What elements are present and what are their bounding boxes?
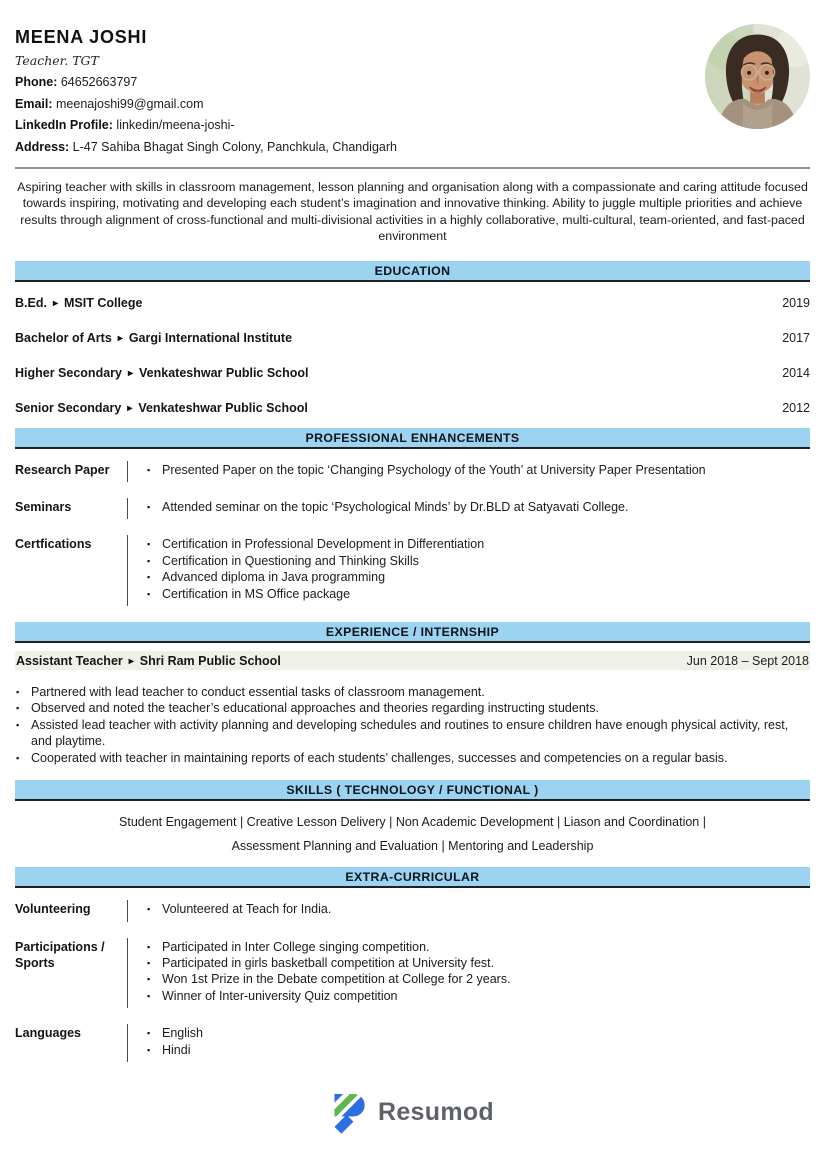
school: Venkateshwar Public School bbox=[139, 365, 309, 380]
row-items bbox=[127, 461, 810, 482]
phone-label: Phone: bbox=[15, 75, 58, 89]
bullet-item: ▪ Won 1st Prize in the Debate competition at College for 2 years. bbox=[146, 971, 810, 987]
phone-line bbox=[15, 72, 810, 94]
company: Shri Ram Public School bbox=[139, 653, 281, 668]
address-value: L-47 Sahiba Bhagat Singh Colony, Panchkula, Chandigarh bbox=[72, 139, 397, 154]
education-year: 2019 bbox=[782, 295, 810, 310]
resumod-logo-icon bbox=[331, 1092, 369, 1134]
bullet-item: ▪ Advanced diploma in Java programming bbox=[146, 569, 810, 585]
bullet-item: ▪ Cooperated with teacher in maintaining reports of each students’ challenges, successes and competencies on a regular basis. bbox=[15, 750, 810, 766]
skills-line: Assessment Planning and Evaluation | Mentoring and Leadership bbox=[231, 839, 594, 854]
professional-rows bbox=[15, 461, 810, 606]
summary-paragraph: Aspiring teacher with skills in classroom management, lesson planning and organisation along with a compassionate and caring attitude focused towards inspiring, motivating and developing each student’s imagination and innovative thinking. Ability to juggle multiple priorities and achieve results through alignment of cross-functional and multi-divisional activities in a highly collaborative, multi-cultural, team-oriented, and fast-paced environment bbox=[17, 180, 808, 244]
extracurricular-row bbox=[15, 938, 810, 1009]
email-label: Email: bbox=[15, 96, 53, 111]
professional-row bbox=[15, 535, 810, 606]
row-items bbox=[127, 1024, 810, 1062]
row-label: Participations / Sports bbox=[15, 939, 105, 970]
bullet-item: ▪ Certification in Questioning and Thinking Skills bbox=[146, 553, 810, 569]
degree: B.Ed. bbox=[15, 295, 47, 310]
email-value: meenajoshi99@gmail.com bbox=[56, 96, 204, 111]
experience-dates: Jun 2018 – Sept 2018 bbox=[686, 653, 809, 668]
linkedin-label: LinkedIn Profile: bbox=[15, 118, 113, 132]
section-header-education: EDUCATION bbox=[15, 261, 810, 282]
candidate-job-title: Teacher. TGT bbox=[15, 53, 99, 68]
role: Assistant Teacher bbox=[16, 653, 123, 668]
row-label: Certfications bbox=[15, 537, 92, 552]
education-year: 2014 bbox=[782, 365, 810, 380]
school: MSIT College bbox=[63, 295, 143, 310]
extracurricular-row bbox=[15, 900, 810, 921]
education-row bbox=[15, 295, 810, 313]
row-items bbox=[127, 900, 810, 921]
bullet-item: ▪ Observed and noted the teacher’s educational approaches and theories regarding instructing students. bbox=[15, 700, 810, 716]
row-label: Languages bbox=[15, 1026, 81, 1041]
extracurricular-row bbox=[15, 1024, 810, 1062]
bullet-item: ▪ Certification in Professional Development in Differentiation bbox=[146, 536, 810, 552]
education-degree-school bbox=[15, 400, 308, 418]
footer-brand bbox=[15, 1092, 810, 1134]
education-degree-school bbox=[15, 365, 309, 383]
profile-photo bbox=[705, 24, 810, 129]
bullet-item: ▪ Partnered with lead teacher to conduct essential tasks of classroom management. bbox=[15, 684, 810, 700]
experience-title-bar bbox=[15, 651, 810, 670]
education-row bbox=[15, 400, 810, 418]
school: Venkateshwar Public School bbox=[138, 400, 308, 415]
bullet-item: ▪ Attended seminar on the topic ‘Psychological Minds’ by Dr.BLD at Satyavati College. bbox=[146, 499, 810, 515]
header bbox=[15, 26, 810, 158]
education-degree-school bbox=[15, 330, 292, 348]
professional-row bbox=[15, 498, 810, 519]
education-list bbox=[15, 295, 810, 418]
candidate-name: MEENA JOSHI bbox=[15, 27, 148, 47]
contact-block bbox=[15, 72, 810, 158]
bullet-item: ▪ Presented Paper on the topic ‘Changing Psychology of the Youth’ at University Paper Presentation bbox=[146, 462, 810, 478]
bullet-item: ▪ Certification in MS Office package bbox=[146, 586, 810, 602]
row-label: Research Paper bbox=[15, 462, 110, 477]
education-row bbox=[15, 330, 810, 348]
arrow-icon: ▸ bbox=[127, 402, 133, 414]
education-year: 2012 bbox=[782, 400, 810, 415]
section-header-extracurricular: EXTRA-CURRICULAR bbox=[15, 867, 810, 888]
arrow-icon: ▸ bbox=[127, 367, 134, 379]
education-row bbox=[15, 365, 810, 383]
arrow-icon: ▸ bbox=[128, 655, 134, 667]
profile-photo-illustration bbox=[705, 24, 810, 129]
header-divider bbox=[15, 167, 810, 169]
row-items bbox=[127, 535, 810, 606]
bullet-item: ▪ Hindi bbox=[146, 1042, 810, 1058]
brand-name: Resumod bbox=[377, 1098, 494, 1127]
education-degree-school bbox=[15, 295, 142, 313]
professional-row bbox=[15, 461, 810, 482]
phone-value: 64652663797 bbox=[60, 75, 138, 89]
degree: Bachelor of Arts bbox=[15, 330, 112, 345]
arrow-icon: ▸ bbox=[117, 332, 123, 344]
extracurricular-rows bbox=[15, 900, 810, 1062]
school: Gargi International Institute bbox=[128, 330, 293, 345]
address-line bbox=[15, 137, 810, 159]
row-items bbox=[127, 498, 810, 519]
linkedin-line bbox=[15, 115, 810, 137]
bullet-item: ▪ Assisted lead teacher with activity planning and developing schedules and routines to ensure children have enough physical activity, rest, and playtime. bbox=[15, 717, 810, 750]
bullet-item: ▪ Volunteered at Teach for India. bbox=[146, 901, 810, 917]
degree: Senior Secondary bbox=[15, 400, 122, 415]
bullet-item: ▪ English bbox=[146, 1025, 810, 1041]
email-line bbox=[15, 94, 810, 116]
row-items bbox=[127, 938, 810, 1009]
experience-bullets bbox=[15, 684, 810, 766]
bullet-item: ▪ Participated in Inter College singing competition. bbox=[146, 939, 810, 955]
bullet-item: ▪ Winner of Inter-university Quiz competition bbox=[146, 988, 810, 1004]
experience-role-company bbox=[16, 654, 281, 668]
education-year: 2017 bbox=[782, 330, 810, 345]
section-header-experience: EXPERIENCE / INTERNSHIP bbox=[15, 622, 810, 643]
skills-line: Student Engagement | Creative Lesson Delivery | Non Academic Development | Liason and Coordination | bbox=[119, 815, 706, 830]
section-header-skills: SKILLS ( TECHNOLOGY / FUNCTIONAL ) bbox=[15, 780, 810, 801]
address-label: Address: bbox=[15, 139, 70, 154]
section-header-professional-enhancements: PROFESSIONAL ENHANCEMENTS bbox=[15, 428, 810, 449]
arrow-icon: ▸ bbox=[52, 297, 58, 309]
row-label: Seminars bbox=[15, 500, 72, 515]
linkedin-value: linkedin/meena-joshi- bbox=[116, 118, 235, 132]
row-label: Volunteering bbox=[15, 902, 91, 917]
degree: Higher Secondary bbox=[15, 365, 122, 380]
bullet-item: ▪ Participated in girls basketball competition at University fest. bbox=[146, 955, 810, 971]
